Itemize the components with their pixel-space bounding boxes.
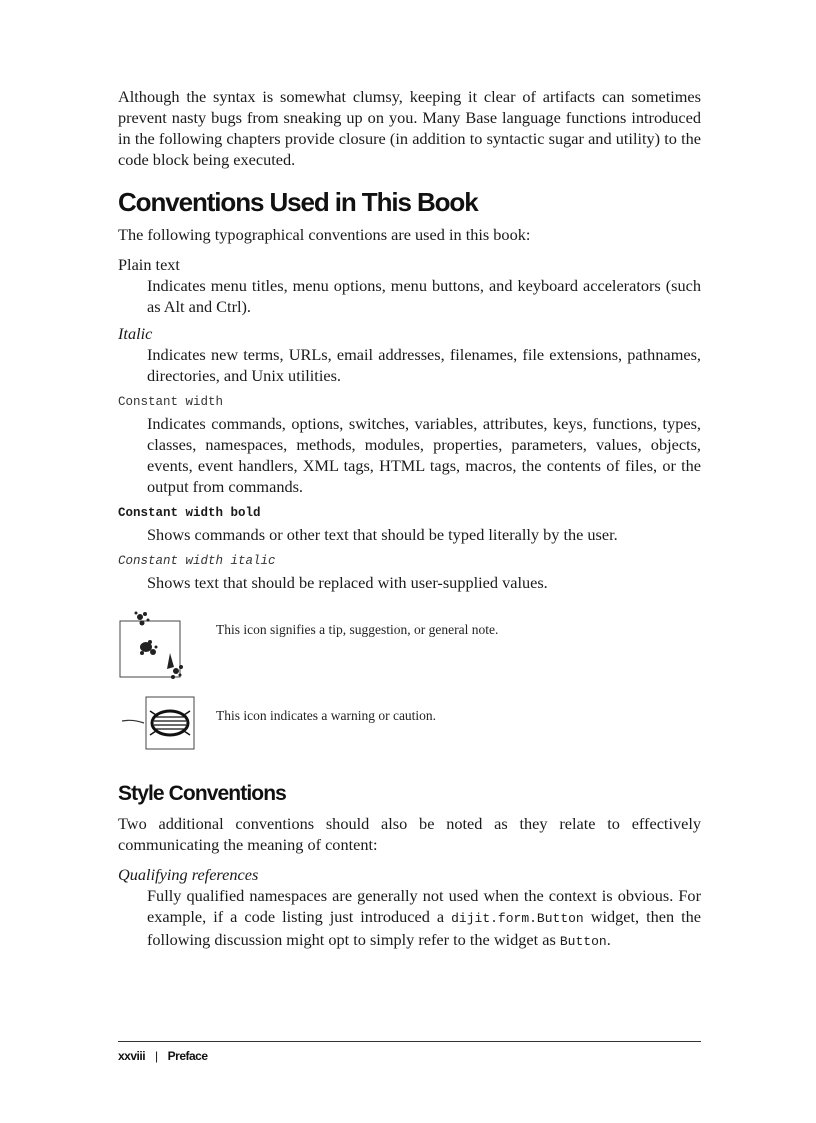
- page-body: [118, 86, 701, 952]
- definition-text: widget, then the following discussion might opt to simply refer to the widget as: [147, 907, 701, 949]
- warning-note: [118, 695, 701, 767]
- footer-separator: |: [155, 1049, 158, 1063]
- convention-item-constant-width: [118, 392, 701, 497]
- warning-icon: [118, 695, 196, 767]
- style-conventions-heading: Style Conventions: [118, 782, 286, 805]
- tip-icon: [118, 609, 196, 681]
- warning-note-text: This icon indicates a warning or caution.: [216, 708, 437, 723]
- convention-item-plain: [118, 254, 701, 317]
- convention-item-constant-width-italic: [118, 551, 701, 593]
- convention-term: Italic: [118, 324, 153, 343]
- convention-definition: Shows text that should be replaced with user-supplied values.: [147, 573, 548, 592]
- style-convention-term: Qualifying references: [118, 865, 259, 884]
- convention-term: Plain text: [118, 255, 180, 274]
- page-number: xxviii: [118, 1049, 146, 1063]
- tip-note-text: This icon signifies a tip, suggestion, or general note.: [216, 622, 499, 637]
- intro-paragraph: Although the syntax is somewhat clumsy, keeping it clear of artifacts can sometimes prevent nasty bugs from sneaking up on you. Many Base language functions introduced in the following chapters provide closure (in addition to syntactic sugar and utility) to the code block being executed.: [118, 87, 701, 169]
- convention-definition: Indicates new terms, URLs, email addresses, filenames, file extensions, pathnames, directories, and Unix utilities.: [147, 345, 701, 385]
- style-convention-definition: [147, 885, 701, 952]
- code-button: Button: [559, 934, 607, 949]
- conventions-intro: The following typographical conventions are used in this book:: [118, 225, 531, 244]
- tip-note: [118, 609, 701, 681]
- convention-definition: Shows commands or other text that should be typed literally by the user.: [147, 525, 618, 544]
- code-dijit-form-button: dijit.form.Button: [451, 911, 584, 926]
- convention-term: Constant width bold: [118, 506, 261, 520]
- footer-section: Preface: [167, 1049, 208, 1063]
- convention-item-italic: [118, 323, 701, 386]
- convention-term: Constant width italic: [118, 554, 276, 568]
- convention-definition: Indicates menu titles, menu options, menu buttons, and keyboard accelerators (such as Alt and Ctrl).: [147, 276, 701, 316]
- definition-text: Fully qualified namespaces are generally not used when the context is obvious. For example, if a code listing just introduced a: [147, 886, 701, 926]
- convention-term: Constant width: [118, 395, 224, 409]
- convention-item-constant-width-bold: [118, 503, 701, 545]
- conventions-heading: Conventions Used in This Book: [118, 187, 478, 217]
- style-conventions-intro: Two additional conventions should also be noted as they relate to effectively communicating the meaning of content:: [118, 814, 701, 854]
- page-footer: [118, 1041, 701, 1063]
- style-convention-item: [118, 864, 701, 952]
- convention-definition: Indicates commands, options, switches, variables, attributes, keys, functions, types, classes, namespaces, methods, modules, properties, parameters, values, objects, events, event handlers, XML tags, HTML tags, macros, the contents of files, or the output from commands.: [147, 414, 701, 496]
- definition-text: .: [606, 930, 611, 949]
